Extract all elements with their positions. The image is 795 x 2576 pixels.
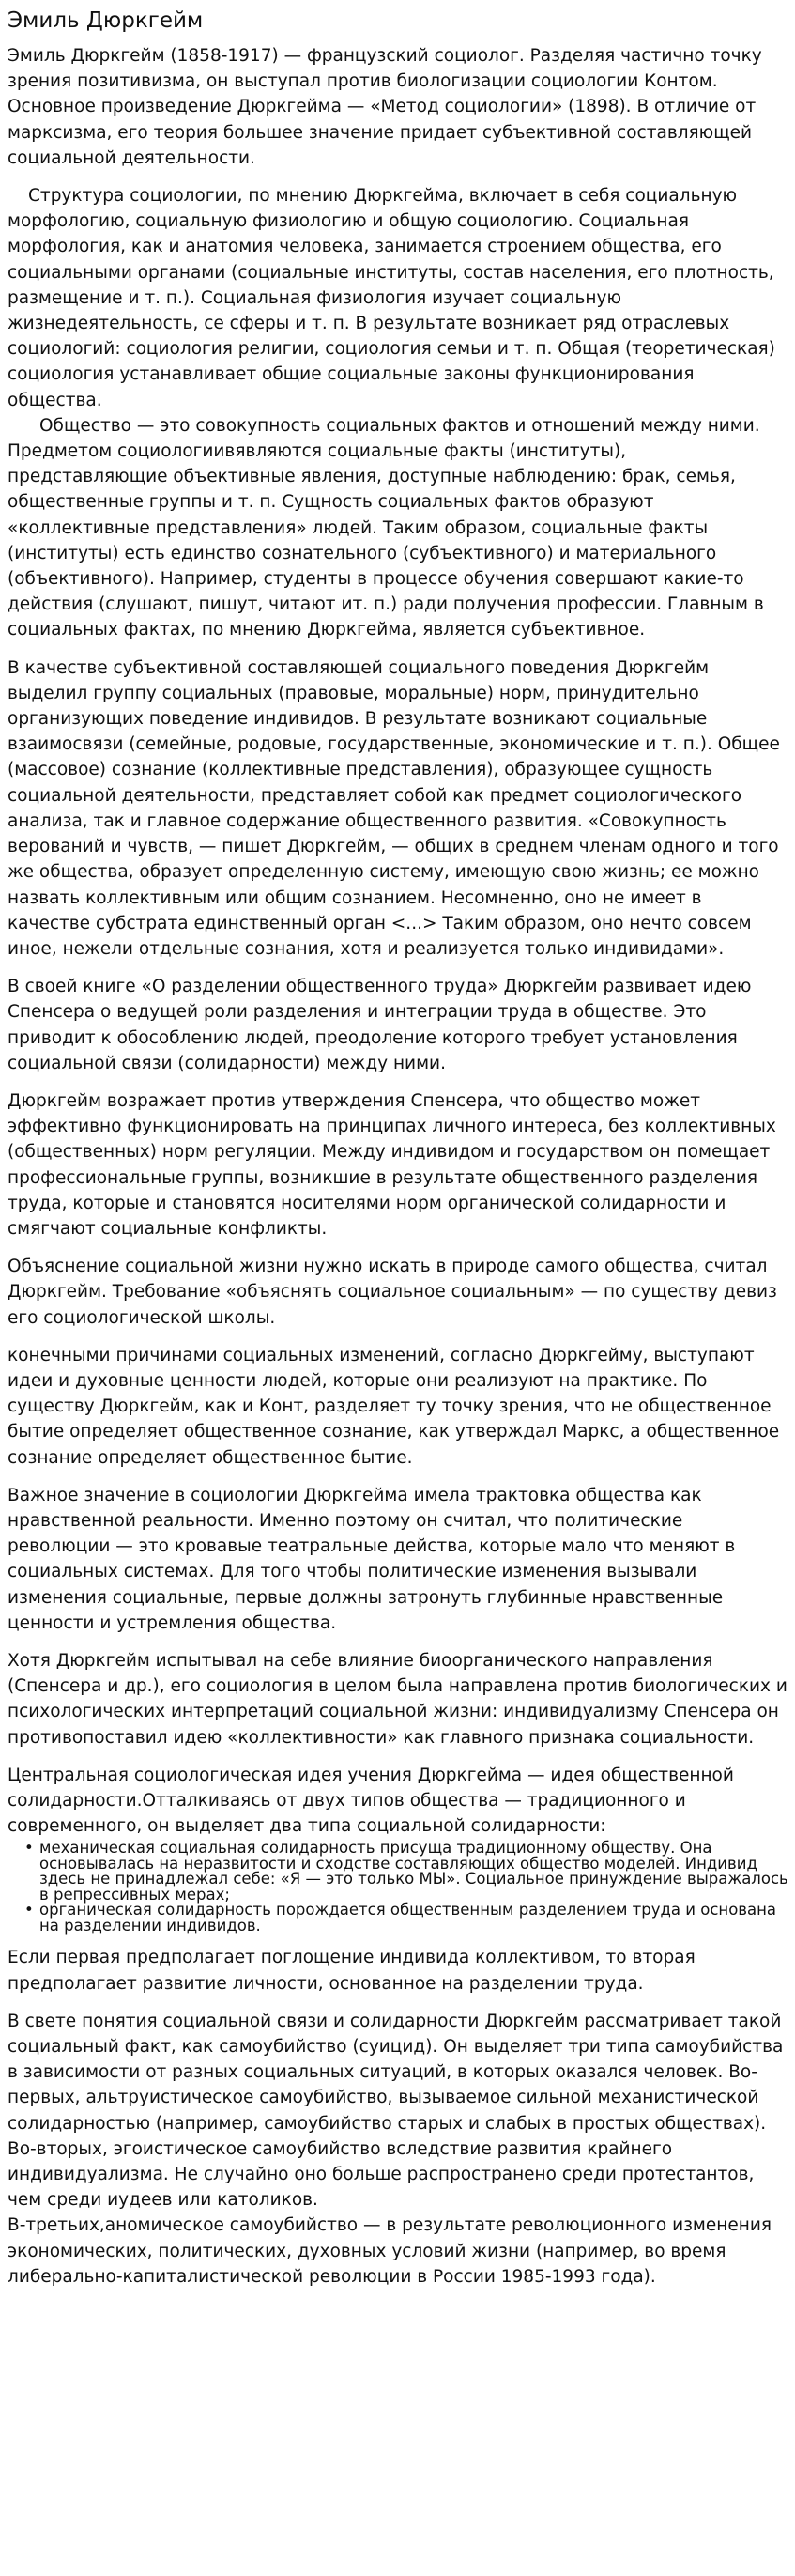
paragraph-biologism: Хотя Дюркгейм испытывал на себе влияние биоорганического направления (Спенсера и др.), его социология в целом была направлена против биологических и психологических интерпретаций социальной жизни: индивидуализму Спенсера он противопоставил идею «коллективности» как главного признака социальности.	[8, 1650, 787, 1748]
paragraph-individual: Если первая предполагает поглощение индивида коллективом, то вторая предполагает развитие личности, основанное на разделении труда.	[8, 1948, 696, 1994]
paragraph-norms: В качестве субъективной составляющей социального поведения Дюркгейм выделил группу социальных (правовые, моральные) норм, принудительно организующих поведение индивидов. В результате возникают социальные взаимосвязи (семейные, родовые, государственные, экономические и т. п.). Общее (массовое) сознание (коллективные представления), образующее сущность социальной деятельности, представляет собой как предмет социологического анализа, так и главное содержание общественного развития. «Совокупность верований и чувств, — пишет Дюркгейм, — общих в среднем членам одного и того же общества, образует определенную систему, имеющую свою жизнь; ее можно назвать коллективным или общим сознанием. Несомненно, оно не имеет в качестве субстрата единственный орган <...> Таким образом, оно нечто совсем иное, нежели отдельные сознания, хотя и реализуется только индивидами».	[8, 657, 780, 959]
paragraph-causes: конечными причинами социальных изменений, согласно Дюркгейму, выступают идеи и духовные ценности людей, которые они реализуют на практике. По существу Дюркгейм, как и Конт, разделяет ту точку зрения, что не общественное бытие определяет общественное сознание, как утверждал Маркс, а общественное сознание определяет общественное бытие.	[8, 1345, 780, 1468]
paragraph-suicide: В свете понятия социальной связи и солидарности Дюркгейм рассматривает такой социальный факт, как самоубийство (суицид). Он выделяет три типа самоубийства в зависимости от разных социальных ситуаций, в которых оказался человек. Во-первых, альтруистическое самоубийство, вызываемое сильной механистической солидарностью (например, самоубийство старых и слабых в простых обществах). Во-вторых, эгоистическое самоубийство вследствие развития крайнего индивидуализма. Не случайно оно больше распространено среди протестантов, чем среди иудеев или католиков.	[8, 2011, 784, 2211]
paragraph-structure: Структура социологии, по мнению Дюркгейма, включает в себя социальную морфологию, социальную физиологию и общую социологию. Социальная морфология, как и анатомия человека, занимается строением общества, его социальными органами (социальные институты, состав населения, его плотность, размещение и т. п.). Социальная физиология изучает социальную жизнедеятельность, се сферы и т. п. В результате возникает ряд отраслевых социологий: социология религии, социология семьи и т. п. Общая (теоретическая) социология устанавливает общие социальные законы функционирования общества.	[8, 186, 775, 410]
paragraph-society: Общество — это совокупность социальных фактов и отношений между ними. Предметом социологиивявляются социальные факты (институты), представляющие объективные явления, доступные наблюдению: брак, семья, общественные группы и т. п. Сущность социальных фактов образуют «коллективные представления» людей. Таким образом, социальные факты (институты) есть единство сознательного (субъективного) и материального (объективного). Например, студенты в процессе обучения совершают какие-то действия (слушают, пишут, читают ит. п.) ради получения профессии. Главным в социальных фактах, по мнению Дюркгейма, является субъективное.	[8, 415, 764, 640]
solidarity-types-list	[8, 1841, 789, 1934]
paragraph-spencer-objection: Дюркгейм возражает против утверждения Спенсера, что общество может эффективно функционировать на принципах личного интереса, без коллективных (общественных) норм регуляции. Между индивидом и государством он помещает профессиональные группы, возникшие в результате общественного разделения труда, которые и становятся носителями норм органической солидарности и смягчают социальные конфликты.	[8, 1090, 776, 1239]
paragraph-solidarity: Центральная социологическая идея учения Дюркгейма — идея общественной солидарности.Отталкиваясь от двух типов общества — традиционного и современного, он выделяет два типа социальной солидарности:	[8, 1765, 734, 1837]
list-item: • механическая социальная солидарность присуща традиционному обществу. Она основывалась на неразвитости и сходстве составляющих общество моделей. Индивид здесь не принадлежал себе: «Я — это только МЫ». Социальное принуждение выражалось в репрессивных мерах;	[39, 1841, 789, 1903]
paragraph-division-of-labor: В своей книге «О разделении общественного труда» Дюркгейм развивает идею Спенсера о ведущей роли разделения и интеграции труда в обществе. Это приводит к обособлению людей, преодоление которого требует установления социальной связи (солидарности) между ними.	[8, 977, 752, 1073]
paragraph-moral-reality: Важное значение в социологии Дюркгейма имела трактовка общества как нравственной реальности. Именно поэтому он считал, что политические революции — это кровавые театральные действа, которые мало что меняют в социальных системах. Для того чтобы политические изменения вызывали изменения социальные, первые должны затронуть глубинные нравственные ценности и устремления общества.	[8, 1485, 736, 1633]
page-title: Эмиль Дюркгейм	[8, 8, 204, 33]
paragraph-anomic: В-третьих,аномическое самоубийство — в результате революционного изменения экономических, политических, духовных условий жизни (например, во время либерально-капиталистической революции в России 1985-1993 года).	[8, 2215, 772, 2287]
paragraph-social-explanation: Объяснение социальной жизни нужно искать в природе самого общества, считал Дюркгейм. Требование «объяснять социальное социальным» — по существу девиз его социологической школы.	[8, 1257, 777, 1328]
list-item: • органическая солидарность порождается общественным разделением труда и основана на разделении индивидов.	[39, 1903, 789, 1934]
paragraph-intro: Эмиль Дюркгейм (1858-1917) — французский социолог. Разделяя частично точку зрения позитивизма, он выступал против биологизации социологии Контом. Основное произведение Дюркгейма — «Метод социологии» (1898). В отличие от марксизма, его теория большее значение придает субъективной составляющей социальной деятельности.	[8, 46, 762, 168]
